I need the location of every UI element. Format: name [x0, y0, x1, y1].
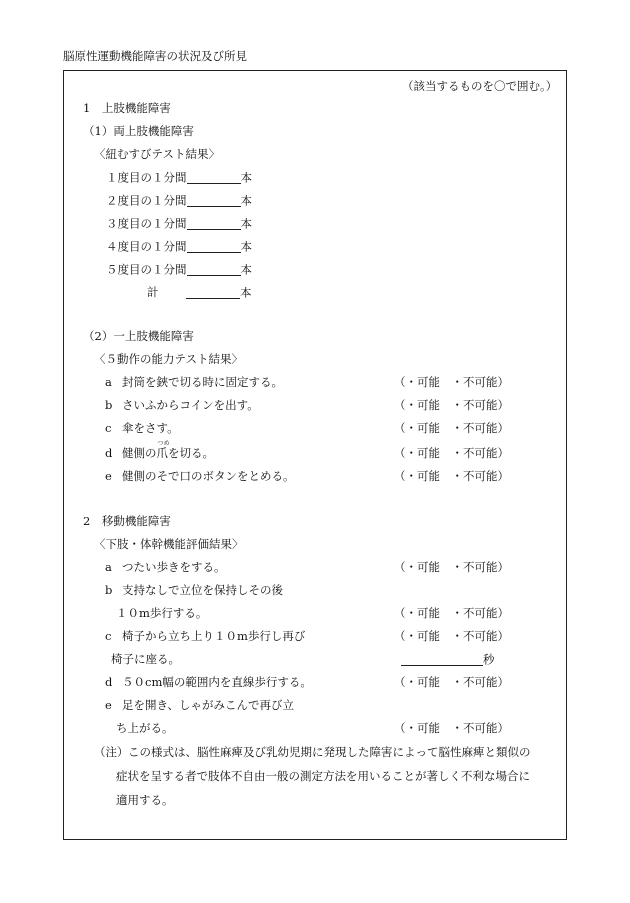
sub1-test-title: 〈紐むすびテスト結果〉: [94, 147, 221, 161]
five-action-options-b[interactable]: （・可能 ・不可能）: [394, 398, 509, 412]
seconds-blank[interactable]: [401, 654, 483, 666]
total-unit: 本: [240, 285, 252, 300]
mobility-letter-b: b: [105, 583, 113, 597]
tie-test-total: [186, 287, 252, 299]
ruby-reading: つめ: [157, 440, 170, 447]
total-blank[interactable]: [186, 287, 240, 299]
row-label: ４度目の１分間: [106, 239, 187, 254]
mobility-text-a: つたい歩きをする。: [122, 560, 226, 574]
note-line-1: この様式は、脳性麻痺及び乳幼児期に発現した障害によって脳性麻痺と類似の: [128, 745, 531, 759]
five-action-options-d[interactable]: （・可能 ・不可能）: [394, 446, 509, 460]
mobility-seconds-field: [401, 654, 495, 666]
five-action-letter-b: b: [105, 398, 113, 412]
mobility-text-c-line2: 椅子に座る。: [111, 652, 180, 666]
sub2-title: （2）一上肢機能障害: [83, 329, 194, 343]
five-action-text-a: 封筒を鋏で切る時に固定する。: [122, 375, 283, 389]
mobility-text-d: ５０cm幅の範囲内を直線歩行する。: [122, 675, 312, 689]
section2-title: 2 移動機能障害: [83, 514, 171, 528]
mobility-options-a[interactable]: （・可能 ・不可能）: [394, 560, 509, 574]
note-line-3: 適用する。: [116, 793, 174, 807]
answer-blank[interactable]: [187, 195, 241, 207]
tie-test-total-label: 計: [147, 285, 159, 299]
section2-test-title: 〈下肢・体幹機能評価結果〉: [94, 537, 244, 551]
row-label: ２度目の１分間: [106, 193, 187, 208]
five-action-text-c: 傘をさす。: [122, 421, 179, 435]
mobility-text-e-line1: 足を開き、しゃがみこんで再び立: [122, 698, 295, 712]
mobility-text-e-line2: ち上がる。: [116, 721, 174, 735]
mobility-options-c[interactable]: （・可能 ・不可能）: [394, 629, 509, 643]
tie-test-row-4: [106, 241, 252, 253]
mobility-letter-e: e: [105, 698, 112, 712]
five-action-options-c[interactable]: （・可能 ・不可能）: [394, 421, 509, 435]
mobility-options-e[interactable]: （・可能 ・不可能）: [394, 721, 509, 735]
five-action-letter-d: d: [105, 446, 113, 460]
five-action-text-e: 健側のそで口のボタンをとめる。: [122, 469, 295, 483]
mobility-letter-d: d: [105, 675, 113, 689]
five-action-letter-e: e: [105, 469, 112, 483]
instruction-text: （該当するものを〇で囲む。）: [402, 79, 558, 93]
seconds-unit: 秒: [483, 652, 495, 667]
row-unit: 本: [240, 239, 252, 254]
tie-test-row-2: [106, 195, 252, 207]
five-action-options-e[interactable]: （・可能 ・不可能）: [394, 469, 509, 483]
row-unit: 本: [240, 216, 252, 231]
five-action-options-a[interactable]: （・可能 ・不可能）: [394, 375, 509, 389]
mobility-options-b[interactable]: （・可能 ・不可能）: [394, 606, 509, 620]
five-action-text-d: [122, 440, 214, 460]
mobility-letter-c: c: [105, 629, 112, 643]
answer-blank[interactable]: [187, 218, 241, 230]
mobility-text-b-line1: 支持なしで立位を保持しその後: [122, 583, 283, 597]
sub1-title: （1）両上肢機能障害: [83, 124, 194, 138]
tie-test-row-3: [106, 218, 252, 230]
row-unit: 本: [240, 193, 252, 208]
answer-blank[interactable]: [187, 264, 241, 276]
row-label: ５度目の１分間: [106, 262, 187, 277]
mobility-text-c-line1: 椅子から立ち上り１０m歩行し再び: [122, 629, 306, 643]
row-label: ３度目の１分間: [106, 216, 187, 231]
answer-blank[interactable]: [187, 172, 241, 184]
note-line-2: 症状を呈する者で肢体不自由一般の測定方法を用いることが著しく不利な場合に: [116, 769, 530, 783]
row-label: １度目の１分間: [106, 170, 187, 185]
five-action-letter-a: a: [105, 375, 112, 389]
mobility-options-d[interactable]: （・可能 ・不可能）: [394, 675, 509, 689]
ruby-base: 爪: [156, 446, 168, 460]
row-unit: 本: [240, 262, 252, 277]
page-heading: 脳原性運動機能障害の状況及び所見: [63, 49, 247, 63]
note-label: （注）: [94, 745, 129, 759]
five-action-letter-c: c: [105, 421, 112, 435]
mobility-text-b-line2: １０m歩行する。: [116, 606, 208, 620]
mobility-letter-a: a: [105, 560, 112, 574]
row-unit: 本: [240, 170, 252, 185]
ruby-tsume: [156, 440, 170, 460]
sub2-test-title: 〈５動作の能力テスト結果〉: [94, 352, 244, 366]
answer-blank[interactable]: [187, 241, 241, 253]
section1-title: 1 上肢機能障害: [83, 101, 171, 115]
text-pre: 健側の: [122, 446, 157, 460]
tie-test-row-1: [106, 172, 252, 184]
tie-test-row-5: [106, 264, 252, 276]
text-post: を切る。: [168, 446, 214, 460]
five-action-text-b: さいふからコインを出す。: [122, 398, 259, 412]
